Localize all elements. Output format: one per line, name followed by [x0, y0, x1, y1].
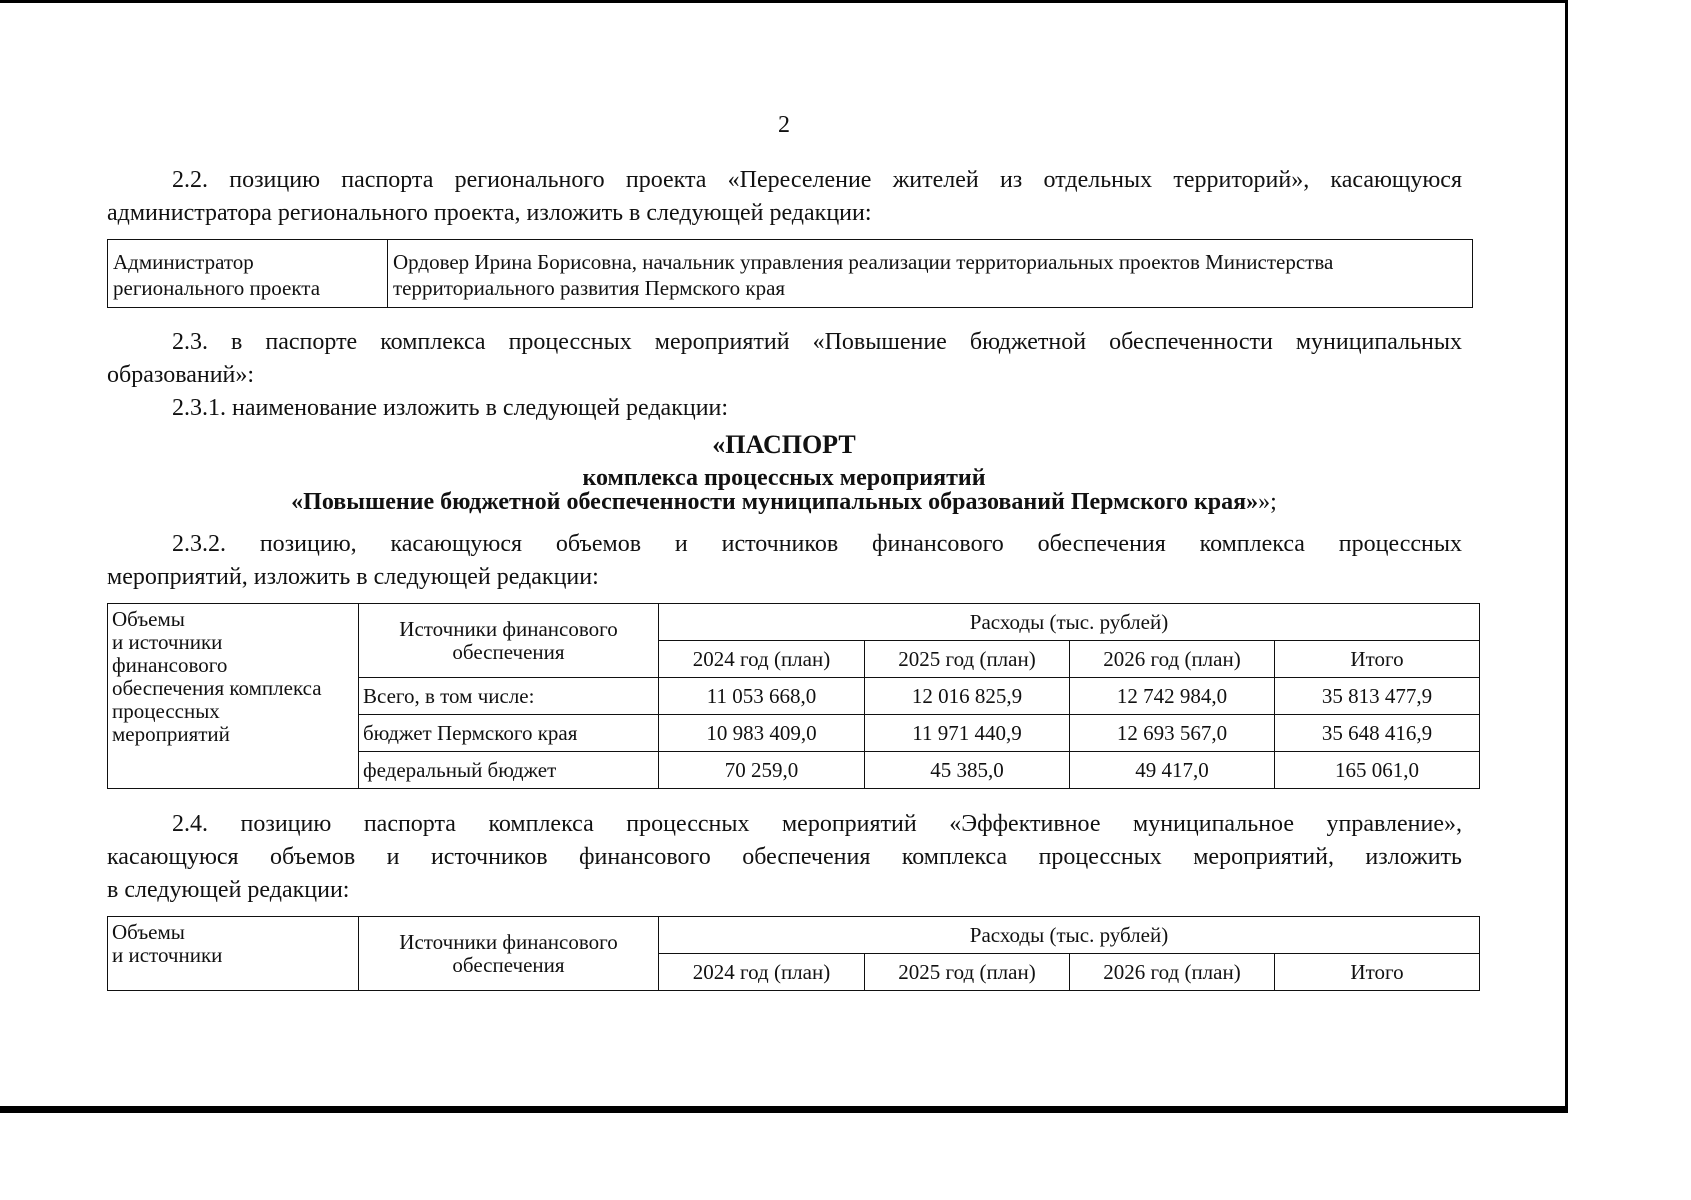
administrator-value-line2: территориального развития Пермского края	[393, 276, 786, 300]
left-header-line: Объемы	[112, 920, 185, 944]
finance-table-2	[107, 916, 1480, 991]
value-cell: 35 813 477,9	[1275, 678, 1480, 715]
sources-header-line2: обеспечения	[452, 639, 565, 664]
passport-subtitle: комплекса процессных мероприятий	[582, 465, 986, 491]
value-cell: 11 053 668,0	[659, 678, 865, 715]
administrator-table	[107, 239, 1473, 308]
value-cell: 35 648 416,9	[1275, 715, 1480, 752]
sources-header-line1: Источники финансового	[399, 929, 618, 954]
year-header: 2026 год (план)	[1070, 954, 1275, 991]
total-header: Итого	[1275, 641, 1480, 678]
source-cell: бюджет Пермского края	[359, 715, 659, 752]
section-2-3-line2: образований»:	[107, 362, 255, 388]
value-cell: 165 061,0	[1275, 752, 1480, 789]
section-2-2-line2: администратора регионального проекта, изложить в следующей редакции:	[107, 200, 872, 226]
finance-left-header	[108, 604, 359, 789]
left-header-line: и источники	[112, 630, 223, 654]
value-cell: 11 971 440,9	[865, 715, 1070, 752]
scan-edge-top	[0, 0, 1568, 3]
value-cell: 70 259,0	[659, 752, 865, 789]
section-2-3-line1: 2.3. в паспорте комплекса процессных мероприятий «Повышение бюджетной обеспеченности муниципальных	[172, 329, 1462, 355]
table-header-row	[108, 917, 1480, 954]
year-header: 2025 год (план)	[865, 954, 1070, 991]
scan-edge-bottom	[0, 1106, 1568, 1113]
table-header-row	[108, 604, 1480, 641]
expenses-header: Расходы (тыс. рублей)	[659, 604, 1480, 641]
year-header: 2025 год (план)	[865, 641, 1070, 678]
page-number: 2	[778, 112, 790, 138]
left-header-line: и источники	[112, 943, 223, 967]
left-header-line: обеспечения комплекса	[112, 676, 322, 700]
scan-edge-right	[1565, 0, 1568, 1113]
section-2-4-line2: касающуюся объемов и источников финансового обеспечения комплекса процессных мероприятий, изложить	[107, 844, 1462, 870]
sources-header-2	[359, 917, 659, 991]
administrator-value-line1: Ордовер Ирина Борисовна, начальник управления реализации территориальных проектов Министерства	[393, 250, 1334, 274]
section-2-4	[107, 808, 1462, 907]
value-cell: 45 385,0	[865, 752, 1070, 789]
administrator-label-line2: регионального проекта	[113, 276, 321, 300]
value-cell: 12 742 984,0	[1070, 678, 1275, 715]
section-2-2	[107, 164, 1462, 230]
value-cell: 49 417,0	[1070, 752, 1275, 789]
value-cell: 12 693 567,0	[1070, 715, 1275, 752]
left-header-line: финансового	[112, 653, 228, 677]
left-header-line: Объемы	[112, 607, 185, 631]
value-cell: 10 983 409,0	[659, 715, 865, 752]
section-2-3-2	[107, 528, 1462, 594]
section-2-3	[107, 326, 1462, 425]
sources-header	[359, 604, 659, 678]
section-2-4-line3: в следующей редакции:	[107, 877, 350, 903]
table-row	[108, 240, 1473, 308]
passport-title: «ПАСПОРТ	[712, 430, 856, 459]
section-2-4-line1: 2.4. позицию паспорта комплекса процессных мероприятий «Эффективное муниципальное управление»,	[172, 811, 1462, 837]
year-header: 2024 год (план)	[659, 954, 865, 991]
total-header: Итого	[1275, 954, 1480, 991]
administrator-label-line1: Администратор	[113, 250, 254, 274]
sources-header-line2: обеспечения	[452, 952, 565, 977]
value-cell: 12 016 825,9	[865, 678, 1070, 715]
source-cell: Всего, в том числе:	[359, 678, 659, 715]
expenses-header-2: Расходы (тыс. рублей)	[659, 917, 1480, 954]
passport-name-text: «Повышение бюджетной обеспеченности муниципальных образований Пермского края»	[291, 489, 1259, 515]
section-2-3-2-line2: мероприятий, изложить в следующей редакции:	[107, 564, 599, 590]
section-2-3-2-line1: 2.3.2. позицию, касающуюся объемов и источников финансового обеспечения комплекса процессных	[172, 531, 1462, 557]
passport-name-tail: »;	[1258, 489, 1277, 515]
section-2-2-line1: 2.2. позицию паспорта регионального проекта «Переселение жителей из отдельных территорий», касающуюся	[172, 167, 1462, 193]
year-header: 2024 год (план)	[659, 641, 865, 678]
administrator-value	[388, 240, 1473, 308]
administrator-label	[108, 240, 388, 308]
left-header-line: процессных	[112, 699, 220, 723]
section-2-3-1: 2.3.1. наименование изложить в следующей редакции:	[172, 395, 729, 421]
left-header-line: мероприятий	[112, 722, 230, 746]
source-cell: федеральный бюджет	[359, 752, 659, 789]
sources-header-line1: Источники финансового	[399, 616, 618, 641]
finance-left-header-2	[108, 917, 359, 991]
passport-name	[0, 489, 1568, 515]
year-header: 2026 год (план)	[1070, 641, 1275, 678]
finance-table	[107, 603, 1480, 789]
